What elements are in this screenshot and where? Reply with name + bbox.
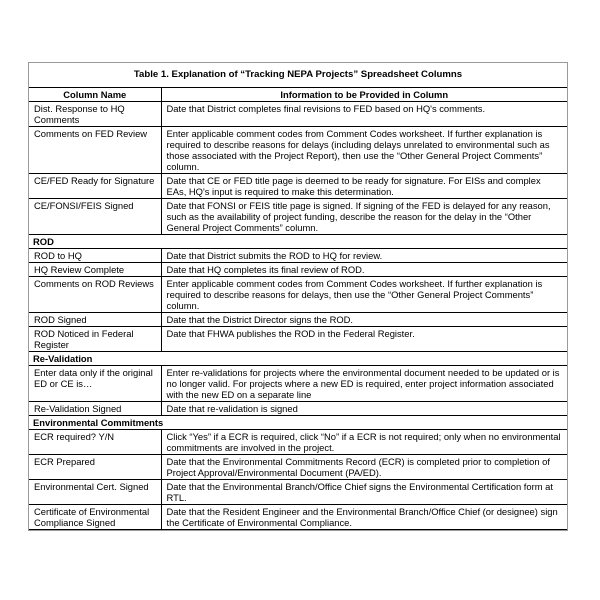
table-row — [29, 455, 567, 480]
column-name-cell: Comments on ROD Reviews — [29, 277, 161, 313]
table-row — [29, 199, 567, 235]
column-name-cell: ROD Signed — [29, 313, 161, 327]
table-header-row — [29, 88, 567, 102]
section-row — [29, 352, 567, 366]
column-name-cell: Environmental Cert. Signed — [29, 480, 161, 505]
information-cell: Enter applicable comment codes from Comment Codes worksheet. If further explanation is required to describe reasons for delays (including delays unrelated to environmental such as those associated with the Project Report), then use the “Other General Project Comments” column. — [161, 127, 567, 174]
information-cell: Date that the Resident Engineer and the Environmental Branch/Office Chief (or designee) sign the Certificate of Environmental Compliance. — [161, 505, 567, 530]
table-row — [29, 313, 567, 327]
table-row — [29, 102, 567, 127]
column-name-cell: Comments on FED Review — [29, 127, 161, 174]
information-header: Information to be Provided in Column — [161, 88, 567, 102]
information-cell: Date that HQ completes its final review of ROD. — [161, 263, 567, 277]
information-cell: Date that the Environmental Commitments Record (ECR) is completed prior to completion of Project Approval/Environmental Document (PA/ED). — [161, 455, 567, 480]
section-row — [29, 235, 567, 249]
information-cell: Date that CE or FED title page is deemed to be ready for signature. For EISs and complex EAs, HQ's input is required to make this determination. — [161, 174, 567, 199]
table-row — [29, 127, 567, 174]
information-cell: Date that District submits the ROD to HQ for review. — [161, 249, 567, 263]
column-name-cell: Enter data only if the original ED or CE is… — [29, 366, 161, 402]
table-row — [29, 505, 567, 530]
column-name-header: Column Name — [29, 88, 161, 102]
information-cell: Date that District completes final revisions to FED based on HQ's comments. — [161, 102, 567, 127]
information-cell: Click “Yes” if a ECR is required, click “No” if a ECR is not required; only when no environmental commitments are involved in the project. — [161, 430, 567, 455]
section-label: Re-Validation — [29, 352, 567, 366]
column-name-cell: Re-Validation Signed — [29, 402, 161, 416]
table-row — [29, 480, 567, 505]
column-name-cell: ROD to HQ — [29, 249, 161, 263]
information-cell: Date that FONSI or FEIS title page is signed. If signing of the FED is delayed for any reason, such as the availability of project funding, describe the reason for the delay in the “Other General Project Comments” column. — [161, 199, 567, 235]
information-cell: Date that FHWA publishes the ROD in the Federal Register. — [161, 327, 567, 352]
information-cell: Date that the Environmental Branch/Office Chief signs the Environmental Certification form at RTL. — [161, 480, 567, 505]
information-cell: Enter re-validations for projects where the environmental document needed to be updated or is no longer valid. For projects where a new ED is required, enter project information associated with the new ED on a separate line — [161, 366, 567, 402]
column-name-cell: ECR Prepared — [29, 455, 161, 480]
information-cell: Enter applicable comment codes from Comment Codes worksheet. If further explanation is required to describe reasons for delays, then use the “Other General Project Comments” column. — [161, 277, 567, 313]
table-caption: Table 1. Explanation of “Tracking NEPA Projects” Spreadsheet Columns — [29, 63, 567, 88]
column-name-cell: CE/FONSI/FEIS Signed — [29, 199, 161, 235]
table-row — [29, 430, 567, 455]
table-row — [29, 402, 567, 416]
document-table-frame — [28, 62, 568, 531]
section-label: ROD — [29, 235, 567, 249]
section-row — [29, 416, 567, 430]
column-name-cell: CE/FED Ready for Signature — [29, 174, 161, 199]
column-name-cell: ROD Noticed in Federal Register — [29, 327, 161, 352]
table-row — [29, 249, 567, 263]
table-row — [29, 366, 567, 402]
column-name-cell: ECR required? Y/N — [29, 430, 161, 455]
table-row — [29, 174, 567, 199]
table-row — [29, 327, 567, 352]
table-body — [29, 102, 567, 530]
table-row — [29, 277, 567, 313]
column-name-cell: Certificate of Environmental Compliance Signed — [29, 505, 161, 530]
table-row — [29, 263, 567, 277]
column-name-cell: Dist. Response to HQ Comments — [29, 102, 161, 127]
information-cell: Date that re-validation is signed — [161, 402, 567, 416]
nepa-columns-table — [29, 88, 567, 530]
column-name-cell: HQ Review Complete — [29, 263, 161, 277]
section-label: Environmental Commitments — [29, 416, 567, 430]
information-cell: Date that the District Director signs the ROD. — [161, 313, 567, 327]
